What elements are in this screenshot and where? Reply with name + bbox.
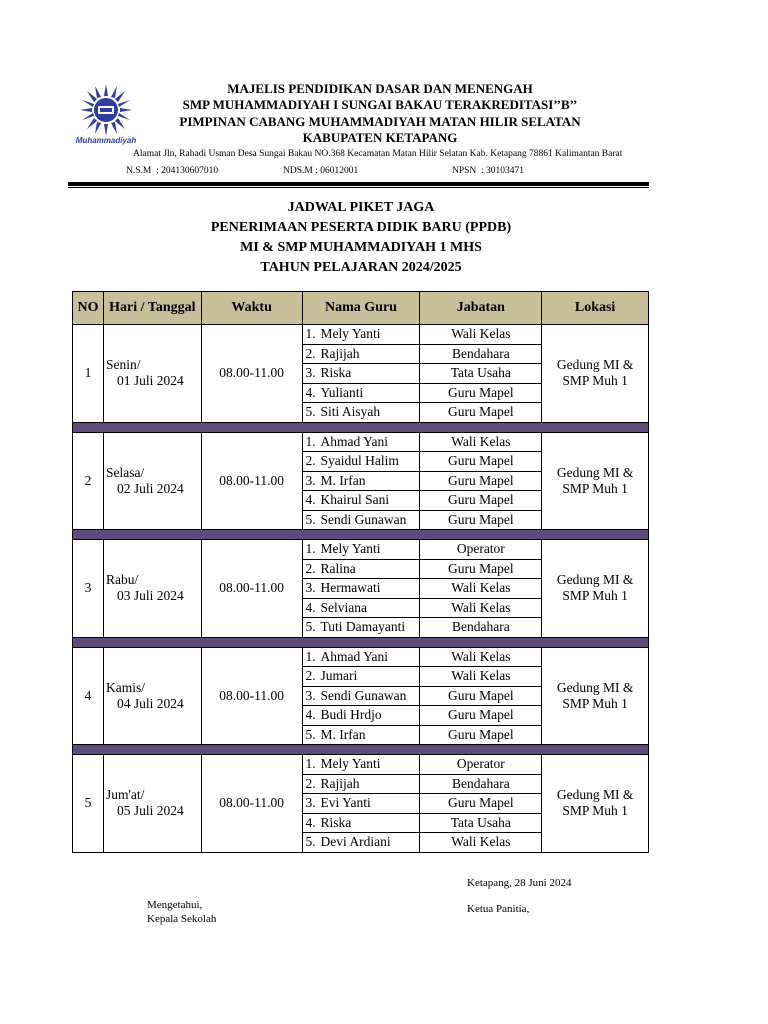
location-line-1: Gedung MI & [556, 572, 634, 588]
teacher-position: Wali Kelas [420, 833, 542, 853]
day-date-cell [103, 540, 201, 638]
day-date: 01 Juli 2024 [116, 373, 184, 389]
time-cell: 08.00-11.00 [201, 432, 302, 530]
teacher-name: Siti Aisyah [320, 404, 381, 420]
teacher-name: M. Irfan [320, 726, 366, 742]
day-number: 1 [73, 325, 104, 423]
teacher-position: Guru Mapel [420, 471, 542, 491]
teacher-name: M. Irfan [320, 472, 366, 488]
teacher-name: Mely Yanti [320, 326, 381, 342]
teacher-name-cell [302, 647, 420, 667]
header-position: Jabatan [420, 292, 542, 325]
teacher-name: Rajijah [320, 775, 360, 791]
teacher-name: Sendi Gunawan [320, 687, 407, 703]
teacher-position: Wali Kelas [420, 325, 542, 345]
location-line-2: SMP Muh 1 [562, 373, 628, 389]
teacher-name: Jumari [320, 668, 358, 684]
teacher-name-cell [302, 559, 420, 579]
teacher-name-cell [302, 686, 420, 706]
teacher-position: Wali Kelas [420, 647, 542, 667]
teacher-number: 2. [305, 560, 316, 576]
location-cell [542, 755, 649, 853]
teacher-name-cell [302, 833, 420, 853]
schedule-table [72, 291, 649, 853]
teacher-name: Riska [320, 814, 352, 830]
time-cell: 08.00-11.00 [201, 647, 302, 745]
teacher-position: Wali Kelas [420, 432, 542, 452]
teacher-number: 1. [305, 541, 316, 557]
teacher-position: Wali Kelas [420, 598, 542, 618]
teacher-name-cell [302, 540, 420, 560]
location-cell [542, 432, 649, 530]
teacher-number: 4. [305, 599, 316, 615]
teacher-name: Tuti Damayanti [320, 619, 406, 635]
teacher-position: Operator [420, 755, 542, 775]
separator-cell [73, 530, 649, 540]
day-name: Jum'at/ [105, 787, 145, 803]
teacher-name: Evi Yanti [320, 795, 371, 811]
teacher-number: 5. [305, 619, 316, 635]
teacher-name: Selviana [320, 599, 368, 615]
day-name: Senin/ [105, 357, 141, 373]
separator-cell [73, 637, 649, 647]
teacher-number: 4. [305, 492, 316, 508]
teacher-name-cell [302, 432, 420, 452]
day-number: 5 [73, 755, 104, 853]
teacher-name-cell [302, 452, 420, 472]
teacher-position: Bendahara [420, 344, 542, 364]
school-address: Alamat Jln, Rahadi Usman Desa Sungai Bakau NO.368 Kecamatan Matan Hilir Selatan Kab. Ketapang 78861 Kalimantan Barat [133, 149, 623, 159]
teacher-name: Ahmad Yani [320, 433, 389, 449]
table-row [73, 325, 649, 345]
day-name: Selasa/ [105, 464, 145, 480]
location-line-2: SMP Muh 1 [562, 803, 628, 819]
location-line-2: SMP Muh 1 [562, 695, 628, 711]
teacher-name-cell [302, 598, 420, 618]
day-date: 05 Juli 2024 [116, 803, 184, 819]
header-time: Waktu [201, 292, 302, 325]
header-teacher-name: Nama Guru [302, 292, 420, 325]
teacher-name: Ralina [320, 560, 356, 576]
teacher-name-cell [302, 813, 420, 833]
teacher-name-cell [302, 471, 420, 491]
day-name: Rabu/ [105, 572, 139, 588]
header-day-date: Hari / Tanggal [103, 292, 201, 325]
day-separator [73, 745, 649, 755]
location-line-1: Gedung MI & [556, 679, 634, 695]
day-separator [73, 530, 649, 540]
teacher-name-cell [302, 491, 420, 511]
teacher-name-cell [302, 706, 420, 726]
teacher-name: Devi Ardiani [320, 834, 391, 850]
teacher-number: 5. [305, 511, 316, 527]
location-line-1: Gedung MI & [556, 787, 634, 803]
teacher-number: 5. [305, 726, 316, 742]
teacher-name-cell [302, 383, 420, 403]
knowing-label: Mengetahui, [147, 899, 203, 911]
teacher-name: Khairul Sani [320, 492, 390, 508]
day-date: 03 Juli 2024 [116, 588, 184, 604]
teacher-name-cell [302, 794, 420, 814]
location-line-1: Gedung MI & [556, 357, 634, 373]
table-row [73, 432, 649, 452]
day-number: 3 [73, 540, 104, 638]
location-line-1: Gedung MI & [556, 464, 634, 480]
time-cell: 08.00-11.00 [201, 755, 302, 853]
teacher-number: 1. [305, 433, 316, 449]
teacher-name-cell [302, 618, 420, 638]
header-rule-thick [68, 182, 649, 186]
teacher-name-cell [302, 774, 420, 794]
teacher-number: 1. [305, 756, 316, 772]
teacher-number: 1. [305, 326, 316, 342]
table-row [73, 755, 649, 775]
nsm-number: N.S.M : 204130607010 [126, 166, 219, 176]
teacher-number: 2. [305, 345, 316, 361]
teacher-number: 3. [305, 365, 316, 381]
teacher-name: Sendi Gunawan [320, 511, 407, 527]
teacher-position: Guru Mapel [420, 794, 542, 814]
teacher-name-cell [302, 510, 420, 530]
logo-caption: Muhammadiyah [75, 136, 137, 145]
teacher-name: Ahmad Yani [320, 648, 389, 664]
teacher-name-cell [302, 403, 420, 423]
committee-chair-label: Ketua Panitia, [467, 903, 530, 915]
day-separator [73, 637, 649, 647]
ndsm-number: NDS.M : 06012001 [283, 166, 359, 176]
teacher-number: 2. [305, 775, 316, 791]
location-cell [542, 540, 649, 638]
teacher-name: Syaidul Halim [320, 453, 399, 469]
teacher-number: 4. [305, 707, 316, 723]
time-cell: 08.00-11.00 [201, 540, 302, 638]
teacher-name: Mely Yanti [320, 756, 381, 772]
location-line-2: SMP Muh 1 [562, 480, 628, 496]
teacher-position: Operator [420, 540, 542, 560]
separator-cell [73, 422, 649, 432]
teacher-name-cell [302, 667, 420, 687]
teacher-name-cell [302, 725, 420, 745]
document-title-4: TAHUN PELAJARAN 2024/2025 [260, 260, 462, 275]
day-date: 02 Juli 2024 [116, 480, 184, 496]
teacher-position: Guru Mapel [420, 452, 542, 472]
day-date-cell [103, 755, 201, 853]
location-cell [542, 325, 649, 423]
teacher-position: Guru Mapel [420, 510, 542, 530]
document-title-3: MI & SMP MUHAMMADIYAH 1 MHS [240, 240, 482, 255]
day-separator [73, 422, 649, 432]
day-name: Kamis/ [105, 679, 145, 695]
day-date-cell [103, 647, 201, 745]
teacher-name: Budi Hrdjo [320, 707, 382, 723]
teacher-position: Tata Usaha [420, 364, 542, 384]
teacher-position: Guru Mapel [420, 686, 542, 706]
teacher-number: 3. [305, 580, 316, 596]
teacher-position: Guru Mapel [420, 559, 542, 579]
location-cell [542, 647, 649, 745]
teacher-number: 2. [305, 668, 316, 684]
teacher-name-cell [302, 579, 420, 599]
separator-cell [73, 745, 649, 755]
teacher-name: Mely Yanti [320, 541, 381, 557]
table-header-row [73, 292, 649, 325]
table-row [73, 540, 649, 560]
teacher-name: Rajijah [320, 345, 360, 361]
location-line-2: SMP Muh 1 [562, 588, 628, 604]
header-line-1: MAJELIS PENDIDIKAN DASAR DAN MENENGAH [227, 81, 533, 96]
principal-label: Kepala Sekolah [147, 913, 217, 925]
day-date-cell [103, 325, 201, 423]
teacher-number: 1. [305, 648, 316, 664]
header-line-2: SMP MUHAMMADIYAH I SUNGAI BAKAU TERAKREDITASI’’B’’ [182, 97, 578, 112]
teacher-position: Guru Mapel [420, 725, 542, 745]
teacher-number: 3. [305, 795, 316, 811]
teacher-name: Hermawati [320, 580, 381, 596]
teacher-name-cell [302, 344, 420, 364]
time-cell: 08.00-11.00 [201, 325, 302, 423]
teacher-number: 4. [305, 384, 316, 400]
teacher-number: 5. [305, 834, 316, 850]
day-number: 4 [73, 647, 104, 745]
teacher-name: Yulianti [320, 384, 364, 400]
teacher-number: 2. [305, 453, 316, 469]
npsn-number: NPSN : 30103471 [452, 166, 525, 176]
teacher-position: Tata Usaha [420, 813, 542, 833]
teacher-name-cell [302, 755, 420, 775]
teacher-number: 5. [305, 404, 316, 420]
day-date: 04 Juli 2024 [116, 695, 184, 711]
teacher-position: Bendahara [420, 618, 542, 638]
header-line-4: KABUPATEN KETAPANG [302, 130, 458, 145]
document-title-2: PENERIMAAN PESERTA DIDIK BARU (PPDB) [210, 220, 512, 235]
day-number: 2 [73, 432, 104, 530]
teacher-position: Wali Kelas [420, 667, 542, 687]
teacher-position: Guru Mapel [420, 706, 542, 726]
teacher-name: Riska [320, 365, 352, 381]
teacher-position: Guru Mapel [420, 383, 542, 403]
teacher-position: Guru Mapel [420, 491, 542, 511]
teacher-number: 4. [305, 814, 316, 830]
teacher-name-cell [302, 325, 420, 345]
header-line-3: PIMPINAN CABANG MUHAMMADIYAH MATAN HILIR SELATAN [179, 114, 581, 129]
teacher-number: 3. [305, 687, 316, 703]
table-row [73, 647, 649, 667]
place-date: Ketapang, 28 Juni 2024 [467, 877, 572, 889]
header-location: Lokasi [542, 292, 649, 325]
teacher-position: Bendahara [420, 774, 542, 794]
teacher-position: Wali Kelas [420, 579, 542, 599]
document-title-1: JADWAL PIKET JAGA [287, 200, 435, 215]
day-date-cell [103, 432, 201, 530]
teacher-position: Guru Mapel [420, 403, 542, 423]
header-no: NO [73, 292, 104, 325]
teacher-number: 3. [305, 472, 316, 488]
teacher-name-cell [302, 364, 420, 384]
header-rule-thin [68, 187, 649, 188]
